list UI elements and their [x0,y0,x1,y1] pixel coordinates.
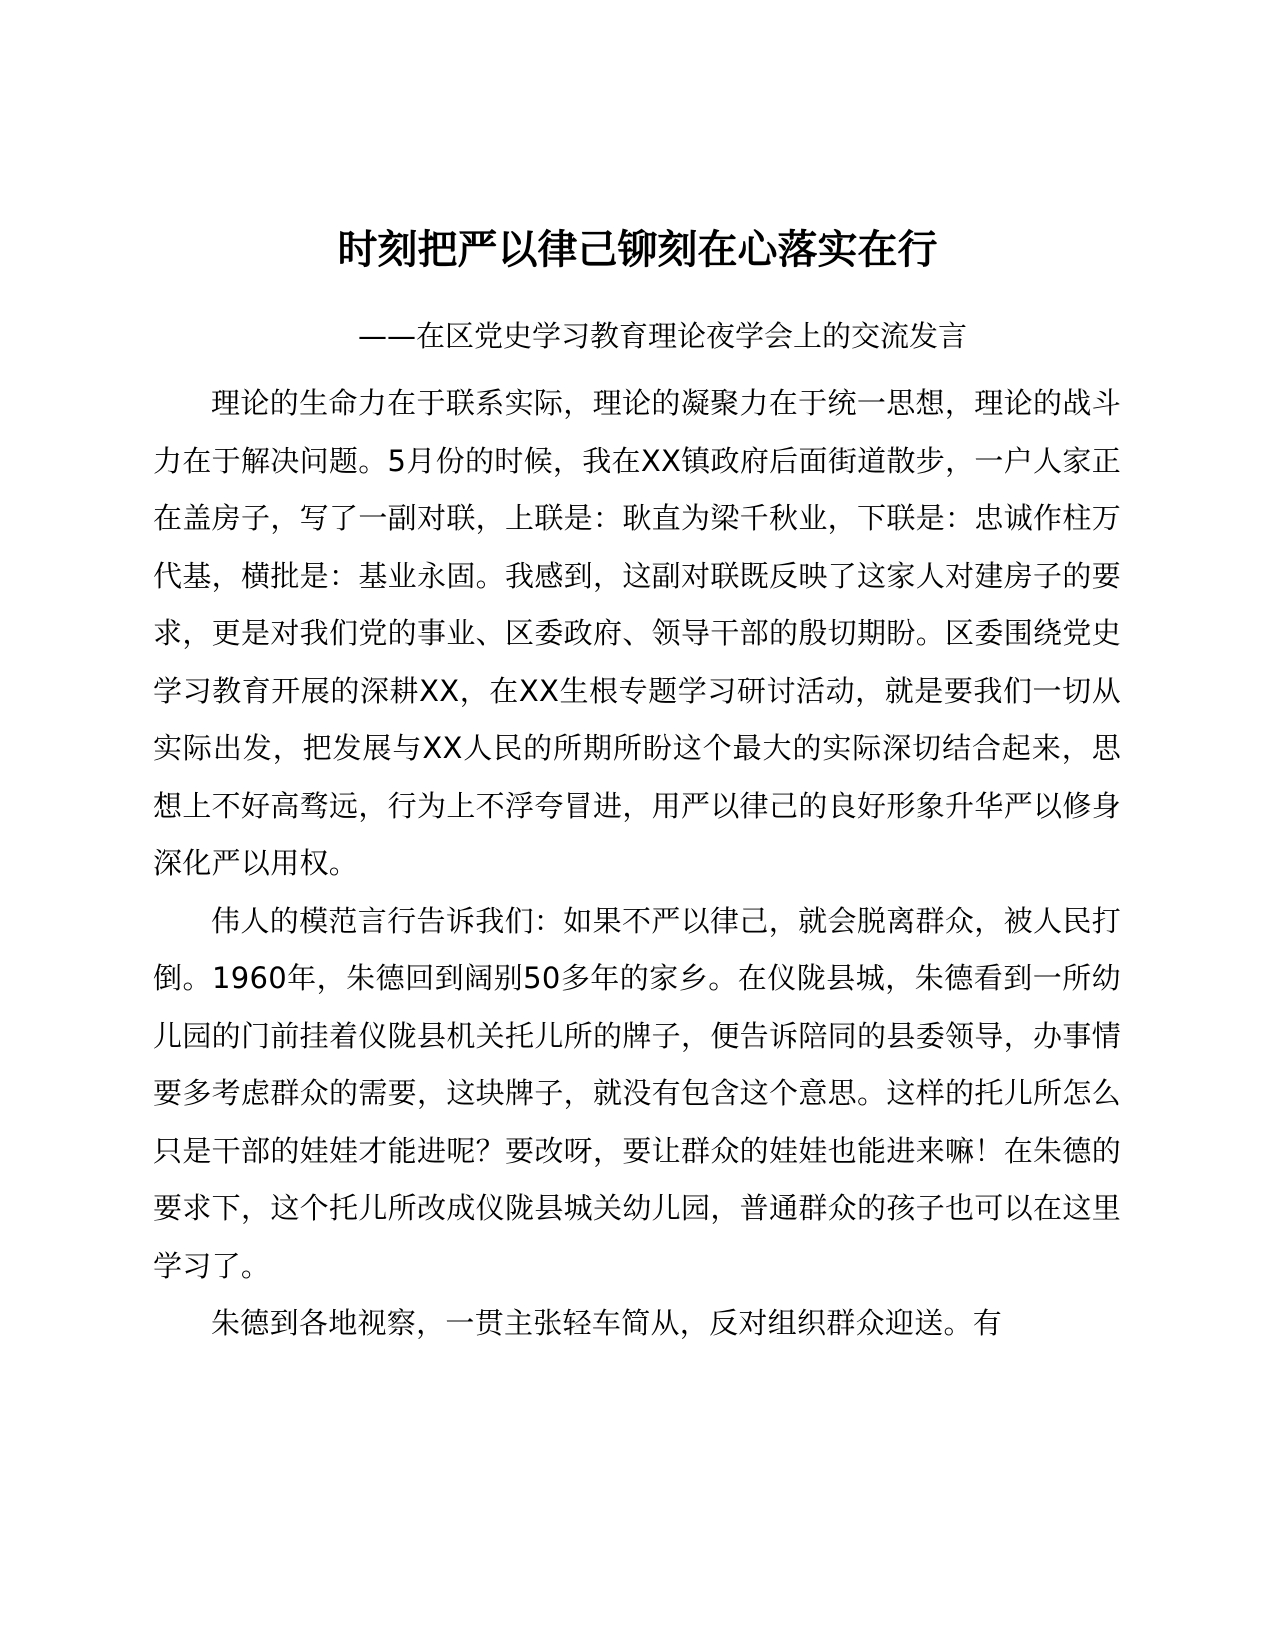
document-body [153,375,1121,1353]
paragraph-3: 朱德到各地视察，一贯主张轻车简从，反对组织群众迎送。有 [211,1306,1003,1340]
document-subtitle: ——在区党史学习教育理论夜学会上的交流发言 [357,319,967,353]
paragraph-1: 理论的生命力在于联系实际，理论的凝聚力在于统一思想，理论的战斗力在于解决问题。5月份的时候，我在XX镇政府后面街道散步，一户人家正在盖房子，写了一副对联，上联是：耿直为梁千秋业，下联是：忠诚作柱万代基，横批是：基业永固。我感到，这副对联既反映了这家人对建房子的要求，更是对我们党的事业、区委政府、领导干部的殷切期盼。区委围绕党史学习教育开展的深耕XX，在XX生根专题学习研讨活动，就是要我们一切从实际出发，把发展与XX人民的所期所盼这个最大的实际深切结合起来，思想上不好高骛远，行为上不浮夸冒进，用严以律己的良好形象升华严以修身深化严以用权。 [153,386,1121,880]
document-title: 时刻把严以律己铆刻在心落实在行 [337,227,938,273]
paragraph-2: 伟人的模范言行告诉我们：如果不严以律己，就会脱离群众，被人民打倒。1960年，朱德回到阔别50多年的家乡。在仪陇县城，朱德看到一所幼儿园的门前挂着仪陇县机关托儿所的牌子，便告诉陪同的县委领导，办事情要多考虑群众的需要，这块牌子，就没有包含这个意思。这样的托儿所怎么只是干部的娃娃才能进呢？要改呀，要让群众的娃娃也能进来嘛！在朱德的要求下，这个托儿所改成仪陇县城关幼儿园，普通群众的孩子也可以在这里学习了。 [153,903,1121,1283]
